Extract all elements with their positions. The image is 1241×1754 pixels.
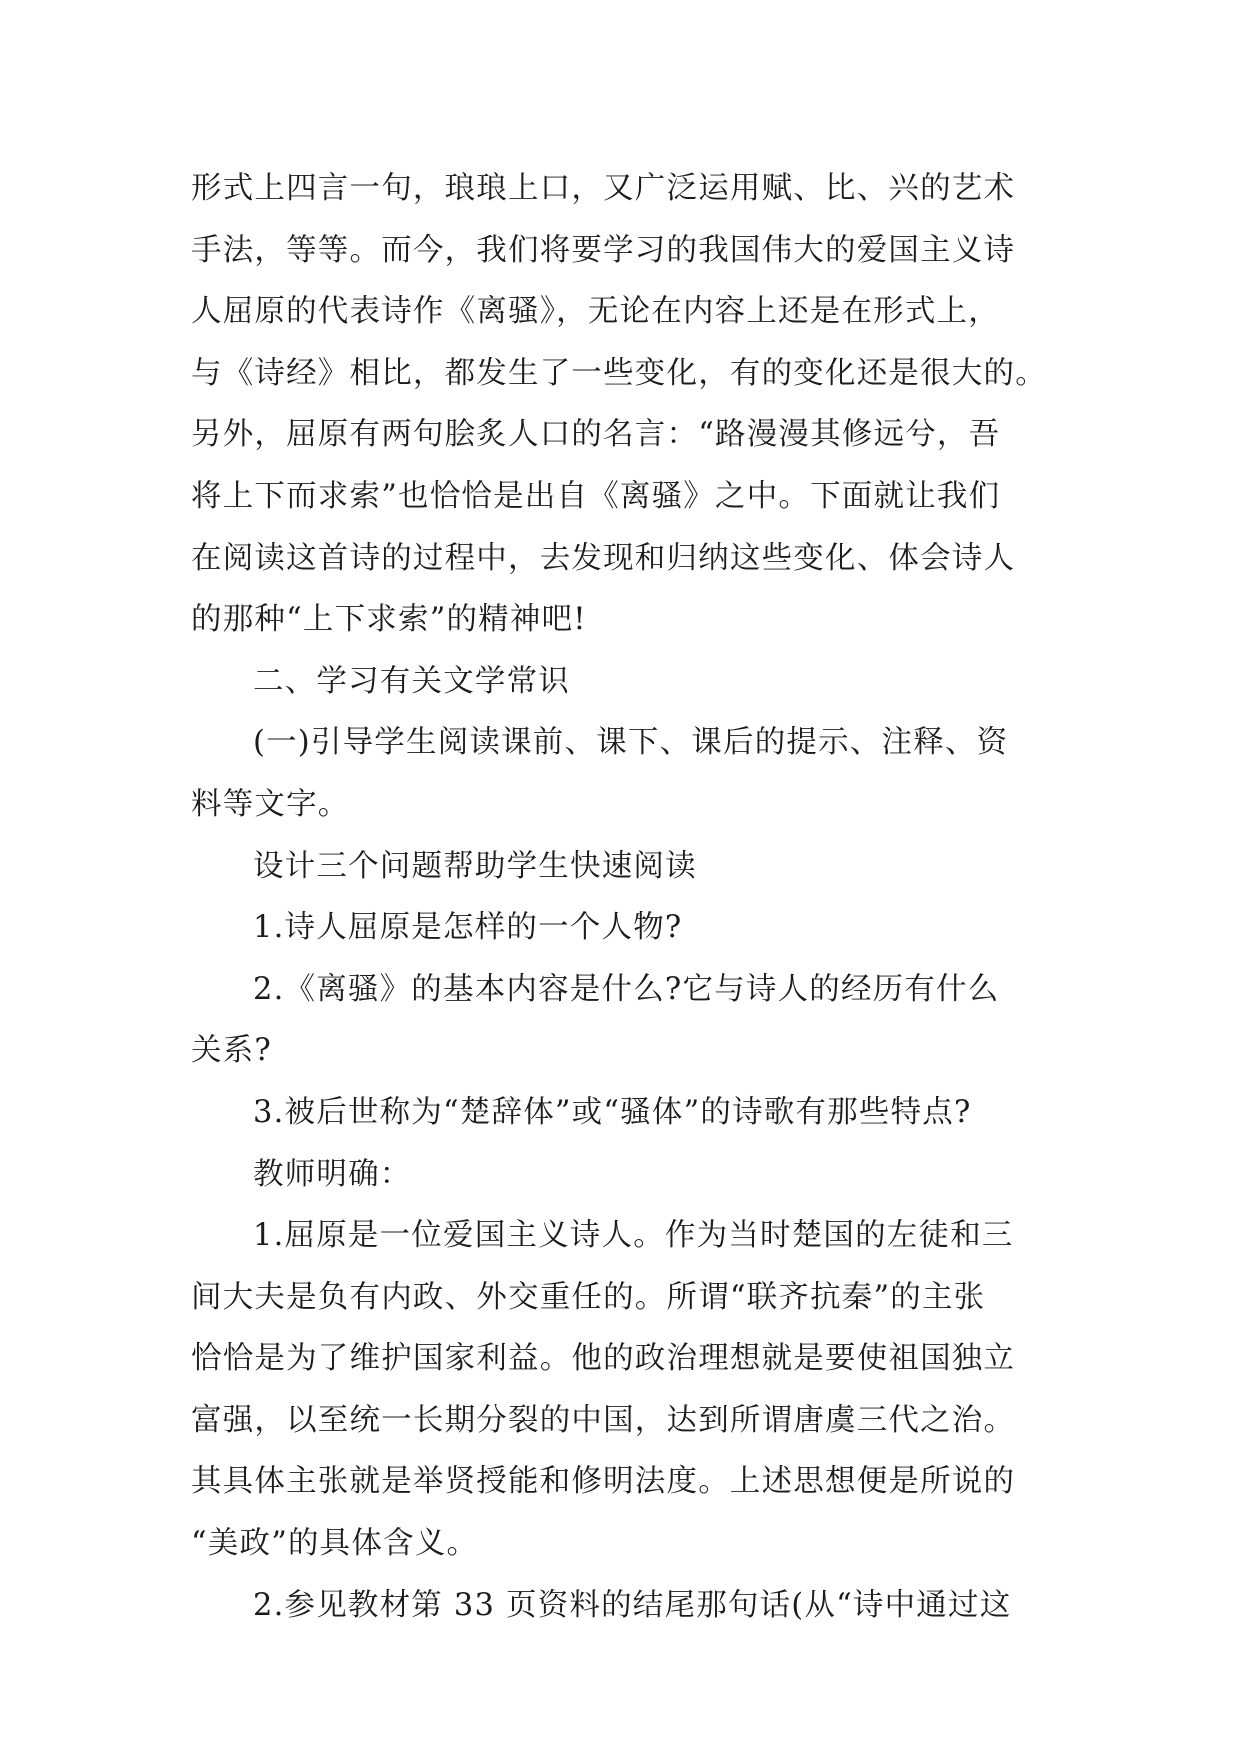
section-heading: 二、学习有关文学常识: [253, 663, 570, 699]
text-line: 间大夫是负有内政、外交重任的。所谓“联齐抗秦”的主张: [191, 1279, 986, 1315]
text-line: 在阅读这首诗的过程中，去发现和归纳这些变化、体会诗人: [191, 540, 1016, 576]
question-item: 3.被后世称为“楚辞体”或“骚体”的诗歌有那些特点?: [253, 1094, 972, 1130]
text-line: 形式上四言一句，琅琅上口，又广泛运用赋、比、兴的艺术: [191, 171, 1016, 206]
subsection-heading: (一)引导学生阅读课前、课下、课后的提示、注释、资: [253, 725, 1009, 761]
answer-item: 1.屈原是一位爱国主义诗人。作为当时楚国的左徒和三: [253, 1218, 1014, 1254]
text-line: 料等文字。: [191, 786, 350, 822]
text-line: 富强，以至统一长期分裂的中国，达到所谓唐虞三代之治。: [191, 1402, 1016, 1438]
text-line: 其具体主张就是举贤授能和修明法度。上述思想便是所说的: [191, 1464, 1016, 1500]
text-line: 手法，等等。而今，我们将要学习的我国伟大的爱国主义诗: [191, 232, 1016, 268]
text-line: 的那种“上下求索”的精神吧!: [191, 602, 587, 638]
text-line: 设计三个问题帮助学生快速阅读: [253, 848, 697, 884]
text-line: 另外，屈原有两句脍炙人口的名言：“路漫漫其修远兮，吾: [191, 417, 1001, 453]
text-line: 教师明确：: [253, 1156, 412, 1192]
question-item: 1.诗人屈原是怎样的一个人物?: [253, 910, 683, 946]
answer-item: 2.参见教材第 33 页资料的结尾那句话(从“诗中通过这: [253, 1587, 1012, 1623]
question-item: 2.《离骚》的基本内容是什么?它与诗人的经历有什么: [253, 971, 1000, 1007]
text-line: 恰恰是为了维护国家利益。他的政治理想就是要使祖国独立: [191, 1341, 1016, 1377]
text-line: 关系?: [191, 1033, 272, 1069]
text-line: “美政”的具体含义。: [191, 1526, 479, 1562]
text-line: 人屈原的代表诗作《离骚》，无论在内容上还是在形式上，: [191, 294, 1000, 330]
text-line: 与《诗经》相比，都发生了一些变化，有的变化还是很大的。: [191, 355, 1047, 391]
text-line: 将上下而求索”也恰恰是出自《离骚》之中。下面就让我们: [191, 478, 1001, 514]
document-body: [191, 158, 1071, 1636]
